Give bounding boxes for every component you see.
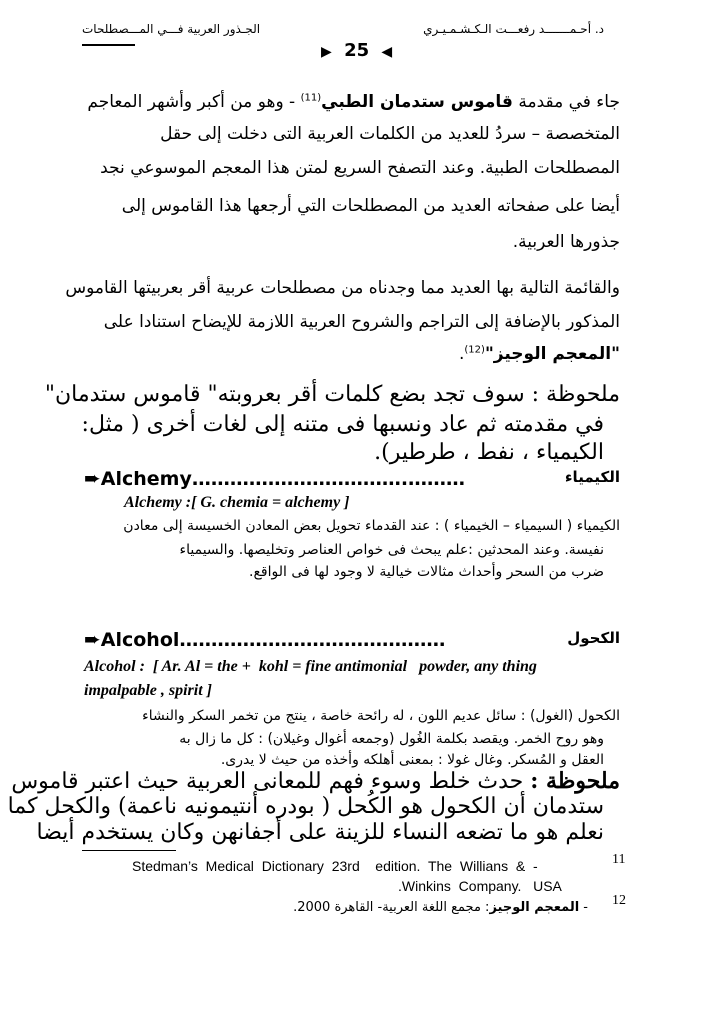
footnote-11-line-1: Stedman’s Medical Dictionary 23rd edition. The Willians & - bbox=[132, 858, 538, 874]
entry-term: Alchemy bbox=[100, 468, 192, 490]
page-number: 25 bbox=[344, 40, 370, 61]
entry-alchemy-def-3: ضرب من السحر وأحداث مثالات خيالية لا وجود لها فى الواقع. bbox=[249, 564, 604, 580]
intro-line-2: المتخصصة – سردُ للعديد من الكلمات العربية التى دخلت إلى حقل bbox=[160, 124, 620, 144]
footnote-11-number: 11 bbox=[612, 852, 626, 867]
prev-page-arrow-icon[interactable]: ◀ bbox=[381, 44, 393, 60]
arrow-right-icon: ➨ bbox=[84, 627, 101, 651]
footnote-11-line-2: .Winkins Company. USA bbox=[398, 878, 562, 894]
note2-line-1: ملحوظة : حدث خلط وسوء فهم للمعانى العربية حيث اعتبر قاموس bbox=[11, 768, 620, 794]
page-number-nav bbox=[321, 40, 392, 61]
entry-term: Alcohol bbox=[100, 629, 180, 651]
footnote-rule bbox=[82, 850, 176, 851]
note1-line-2: في مقدمته ثم عاد ونسبها فى متنه إلى لغات أخرى ( مثل: bbox=[81, 412, 604, 437]
note2-line-3: نعلم هو ما تضعه النساء للزينة على أجفانهن وكان يستخدم أيضا bbox=[36, 820, 604, 845]
intro-line-4: أيضا على صفحاته العديد من المصطلحات التي أرجعها هذا القاموس إلى bbox=[121, 196, 620, 216]
footnote-12-text: - المعجم الوجيز: مجمع اللغة العربية- القاهرة 2000. bbox=[293, 900, 588, 915]
entry-alchemy-def-1: الكيمياء ( السيمياء – الخيمياء ) : عند القدماء تحويل بعض المعادن الخسيسة إلى معادن bbox=[123, 518, 620, 534]
entry-alcohol-def-2: وهو روح الخمر. ويقصد بكلمة الغُول (وجمعه أغوال وغيلان) : كل ما زال به bbox=[179, 731, 604, 747]
entry-alchemy-arabic: الكيمياء bbox=[564, 468, 620, 486]
intro-line-3: المصطلحات الطبية. وعند التصفح السريع لمتن هذا المعجم الموسوعي نجد bbox=[100, 158, 620, 178]
intro-line-5: جذورها العربية. bbox=[512, 232, 620, 252]
entry-alcohol-arabic: الكحول bbox=[567, 629, 620, 647]
list-para-line-2: المذكور بالإضافة إلى التراجم والشروح العربية اللازمة للإيضاح استنادا على bbox=[103, 312, 620, 332]
entry-alchemy-def-2: نفيسة. وعند المحدثين :علم يبحث فى خواص العناصر وتخليصها. والسيمياء bbox=[179, 542, 604, 558]
book-title-header: الجـذور العربية فـــي المـــصطلحات bbox=[82, 22, 261, 36]
entry-alcohol-def-3: العقل و المُسكر. وغال غولا : بمعنى أهلكه وأخذه من حيث لا يدرى. bbox=[220, 752, 604, 768]
footnote-12-number: 12 bbox=[612, 893, 626, 908]
note1-line-3: الكيمياء ، نفط ، طرطير). bbox=[374, 440, 604, 465]
entry-alchemy-heading: ➨Alchemy…………………………….……… bbox=[84, 466, 466, 490]
entry-alcohol-heading: ➨Alcohol…………………………………… bbox=[84, 627, 446, 651]
list-para-line-1: والقائمة التالية بها العديد مما وجدناه من مصطلحات عربية أقر بعربيتها القاموس bbox=[65, 278, 620, 298]
note2-line-2: ستدمان أن الكحول هو الكُحل ( بودره أنتيمونيه ناعمة) والكحل كما bbox=[7, 794, 604, 819]
list-para-line-3: "المعجم الوجيز"$^{(12)}$. bbox=[458, 344, 620, 364]
header-rule bbox=[82, 44, 135, 46]
entry-alchemy-etymology: Alchemy :[ G. chemia = alchemy ] bbox=[124, 494, 350, 511]
note1-line-1: ملحوظة : سوف تجد بضع كلمات أقر بعروبته" قاموس ستدمان" bbox=[44, 382, 620, 407]
entry-alcohol-etymology-1: Alcohol : [ Ar. Al = the + kohl = fine antimonial powder, any thing bbox=[84, 658, 537, 675]
intro-line-1: جاء في مقدمة قاموس ستدمان الطبي$^{(11)}$ - وهو من أكبر وأشهر المعاجم bbox=[87, 92, 620, 112]
author-header: د. أحـمـــــــد رفعـــت الـكـشـمـيـري bbox=[423, 22, 604, 36]
entry-alcohol-def-1: الكحول (الغول) : سائل عديم اللون ، له رائحة خاصة ، ينتج من تخمر السكر والنشاء bbox=[142, 708, 620, 724]
arrow-right-icon: ➨ bbox=[84, 466, 101, 490]
next-page-arrow-icon[interactable]: ▶ bbox=[321, 44, 332, 60]
entry-alcohol-etymology-2: impalpable , spirit ] bbox=[84, 682, 212, 699]
